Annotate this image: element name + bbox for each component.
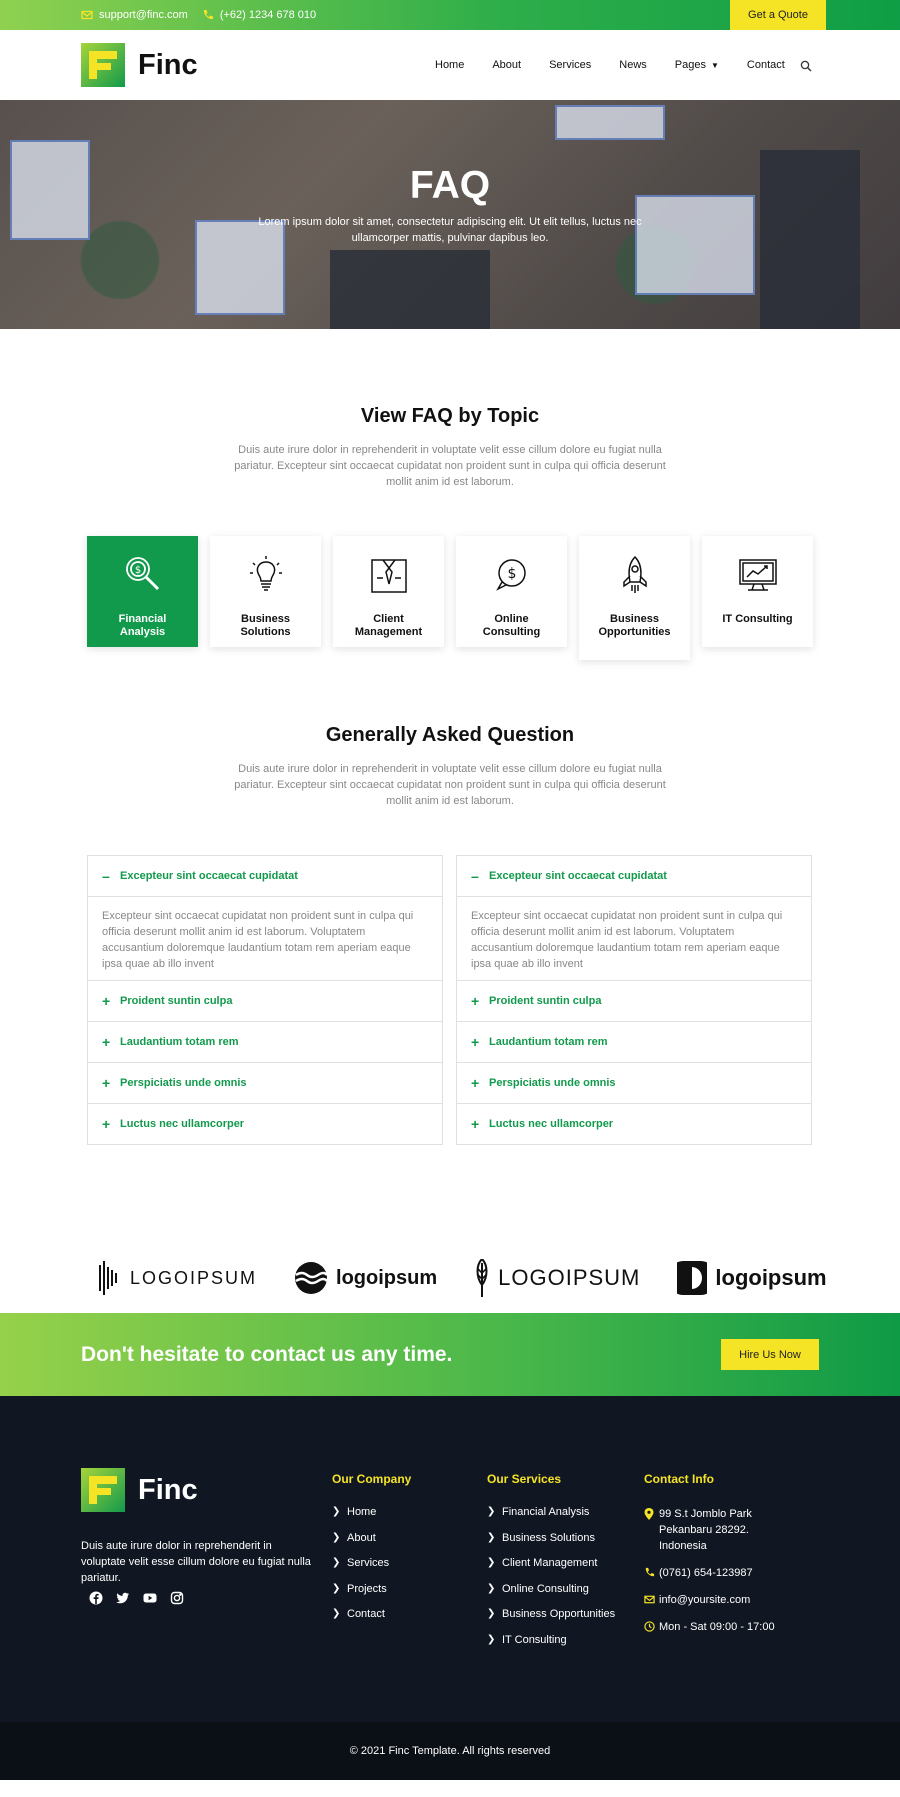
faq-accordion-right — [456, 855, 812, 1145]
logo-text: Finc — [138, 48, 198, 81]
faq-question[interactable] — [457, 1104, 811, 1144]
monitor-chart-icon — [737, 554, 779, 596]
hero-subtitle: Lorem ipsum dolor sit amet, consectetur adipiscing elit. Ut elit tellus, luctus nec ullamcorper mattis, pulvinar dapibus leo. — [258, 215, 642, 244]
youtube-icon[interactable] — [143, 1591, 157, 1605]
topbar-phone[interactable] — [202, 9, 316, 21]
plus-icon: + — [471, 1075, 480, 1091]
faq-question-text: Luctus nec ullamcorper — [120, 1118, 245, 1130]
nav-contact[interactable]: Contact — [746, 59, 785, 71]
hero-content — [0, 100, 900, 329]
plus-icon: + — [102, 1075, 111, 1091]
nav-pages-label: Pages — [674, 59, 706, 71]
topbar-phone-text: (+62) 1234 678 010 — [219, 9, 317, 21]
footer-hours — [644, 1619, 794, 1635]
facebook-icon[interactable] — [89, 1591, 103, 1605]
map-pin-icon — [644, 1508, 659, 1520]
faq-item — [88, 1104, 442, 1144]
envelope-icon — [81, 9, 93, 21]
chevron-right-icon: ❯ — [487, 1608, 496, 1619]
phone-icon — [644, 1567, 659, 1579]
chevron-right-icon: ❯ — [332, 1608, 341, 1619]
faq-item — [88, 1022, 442, 1063]
chevron-right-icon: ❯ — [332, 1557, 341, 1568]
footer-services-column — [487, 1472, 615, 1659]
footer-link-label: About — [347, 1531, 376, 1544]
chevron-right-icon: ❯ — [487, 1633, 496, 1645]
svg-text:$: $ — [507, 566, 516, 582]
topic-card-financial-analysis[interactable] — [87, 536, 198, 647]
topic-label: Online Consulting — [482, 613, 541, 638]
partner-logo — [474, 1259, 640, 1297]
faq-item — [88, 1063, 442, 1104]
footer-link[interactable] — [332, 1506, 411, 1532]
footer-contact-title: Contact Info — [644, 1472, 714, 1486]
svg-text:$: $ — [134, 565, 141, 576]
faq-question[interactable] — [88, 981, 442, 1021]
faq-item-open — [88, 856, 442, 981]
topic-card-it-consulting[interactable] — [702, 536, 813, 647]
lightbulb-icon — [245, 554, 287, 596]
minus-icon: – — [102, 868, 110, 884]
partner-logo-text: logoipsum — [715, 1265, 827, 1290]
site-footer — [0, 1396, 900, 1722]
topic-card-business-solutions[interactable] — [210, 536, 321, 647]
chevron-right-icon: ❯ — [487, 1506, 496, 1517]
topbar-email[interactable] — [81, 9, 188, 21]
footer-link[interactable] — [332, 1608, 411, 1634]
get-a-quote-button[interactable]: Get a Quote — [730, 0, 826, 30]
faq-item-open — [457, 856, 811, 981]
footer-link[interactable] — [487, 1557, 615, 1583]
topic-card-client-management[interactable] — [333, 536, 444, 647]
chevron-right-icon: ❯ — [332, 1531, 341, 1543]
footer-link[interactable] — [332, 1583, 411, 1609]
minus-icon: – — [471, 868, 479, 884]
footer-link[interactable] — [487, 1608, 615, 1634]
topics-title: View FAQ by Topic — [360, 405, 540, 427]
hire-us-now-button[interactable]: Hire Us Now — [721, 1339, 819, 1370]
footer-email-text: info@yoursite.com — [659, 1594, 751, 1606]
faq-question-text: Proident suntin culpa — [120, 995, 233, 1007]
plus-icon: + — [102, 993, 111, 1009]
footer-link-label: Financial Analysis — [502, 1506, 590, 1518]
topic-label: Business Solutions — [240, 613, 291, 638]
chat-dollar-icon — [491, 554, 533, 596]
logo-mark-icon — [81, 1468, 125, 1512]
footer-company-title: Our Company — [332, 1472, 412, 1486]
topic-label: IT Consulting — [722, 613, 793, 625]
plus-icon: + — [471, 1116, 480, 1132]
topic-label: Business Opportunities — [598, 613, 671, 638]
nav-news[interactable]: News — [619, 59, 647, 71]
faq-answer: Excepteur sint occaecat cupidatat non proident sunt in culpa qui officia deserunt mollit anim id est laborum. Voluptatem accusantium doloremque laudantium totam rem aperiam eaque ipsa quae ab illo invent — [88, 896, 442, 980]
footer-link-label: Business Opportunities — [502, 1608, 616, 1620]
topic-list — [0, 536, 900, 660]
instagram-icon[interactable] — [170, 1591, 184, 1605]
nav-home[interactable]: Home — [435, 59, 465, 71]
partner-logo-text: logoipsum — [336, 1266, 438, 1289]
plus-icon: + — [102, 1116, 111, 1132]
footer-services-title: Our Services — [487, 1472, 562, 1486]
faq-question-text: Luctus nec ullamcorper — [489, 1118, 614, 1130]
faq-accordion-left — [87, 855, 443, 1145]
footer-link-label: Services — [347, 1557, 390, 1569]
twitter-icon[interactable] — [116, 1591, 130, 1605]
chevron-down-icon: ▼ — [711, 60, 719, 70]
half-circle-logo-icon — [677, 1261, 707, 1295]
footer-link-label: Projects — [347, 1582, 387, 1595]
phone-icon — [202, 9, 214, 21]
topbar-email-text: support@finc.com — [99, 9, 188, 21]
money-search-icon — [122, 554, 164, 596]
footer-logo[interactable] — [81, 1468, 198, 1512]
envelope-icon — [644, 1594, 659, 1606]
footer-company-column — [332, 1472, 411, 1634]
footer-phone[interactable] — [644, 1565, 794, 1581]
footer-link[interactable] — [487, 1506, 615, 1532]
faq-question[interactable] — [88, 856, 442, 896]
partner-logo-text: LOGOIPSUM — [130, 1267, 258, 1288]
partner-logo — [294, 1262, 437, 1294]
footer-link-label: Online Consulting — [502, 1582, 589, 1595]
page-title: FAQ — [409, 163, 491, 207]
page-hero — [0, 100, 900, 329]
plus-icon: + — [471, 993, 480, 1009]
faq-columns — [0, 855, 900, 1145]
topics-description: Duis aute irure dolor in reprehenderit in voluptate velit esse cillum dolore eu fugiat nulla pariatur. Excepteur sint occaecat cupidatat non proident sunt in culpa qui officia deserunt mollit anim id est laborum. — [234, 444, 666, 488]
nav-services[interactable]: Services — [549, 59, 592, 71]
plus-icon: + — [102, 1034, 111, 1050]
top-bar — [0, 0, 900, 30]
site-header — [0, 30, 900, 100]
faq-item — [88, 981, 442, 1022]
footer-link[interactable] — [487, 1583, 615, 1609]
partner-logo — [677, 1261, 826, 1295]
topic-card-online-consulting[interactable] — [456, 536, 567, 647]
footer-email[interactable] — [644, 1592, 794, 1608]
footer-logo-text: Finc — [138, 1473, 198, 1506]
faq-question[interactable] — [88, 1063, 442, 1103]
faq-question-text: Proident suntin culpa — [489, 995, 602, 1007]
footer-address — [644, 1506, 794, 1554]
main-nav — [435, 30, 813, 100]
contact-cta-banner — [0, 1313, 900, 1396]
faq-question[interactable] — [88, 1022, 442, 1062]
faq-question-text: Laudantium totam rem — [120, 1036, 239, 1048]
faq-section — [0, 660, 900, 1145]
businessman-icon — [368, 554, 410, 596]
chevron-right-icon: ❯ — [487, 1557, 496, 1568]
partner-logo-text: LOGOIPSUM — [498, 1265, 641, 1290]
partner-logo — [98, 1261, 257, 1295]
footer-contact-column — [644, 1472, 794, 1646]
site-logo[interactable] — [81, 43, 198, 87]
faq-question[interactable] — [457, 856, 811, 896]
footer-phone-text: (0761) 654-123987 — [659, 1567, 753, 1579]
copyright-bar: © 2021 Finc Template. All rights reserved — [0, 1722, 900, 1780]
search-icon[interactable] — [800, 59, 812, 71]
plus-icon: + — [471, 1034, 480, 1050]
faq-question-text: Excepteur sint occaecat cupidatat — [489, 870, 667, 882]
footer-hours-text: Mon - Sat 09:00 - 17:00 — [659, 1621, 775, 1633]
faq-item — [457, 1104, 811, 1144]
footer-link-label: Contact — [347, 1608, 385, 1620]
footer-link[interactable] — [332, 1557, 411, 1583]
faq-question[interactable] — [457, 1022, 811, 1062]
clock-icon — [644, 1621, 659, 1633]
logo-mark-icon — [81, 43, 125, 87]
rocket-icon — [614, 554, 656, 596]
chevron-right-icon: ❯ — [487, 1531, 496, 1543]
footer-link-label: Home — [347, 1506, 377, 1518]
faq-question-text: Perspiciatis unde omnis — [489, 1077, 616, 1089]
footer-link[interactable] — [332, 1532, 411, 1558]
chevron-right-icon: ❯ — [332, 1582, 341, 1594]
faq-question[interactable] — [457, 981, 811, 1021]
topic-label: Client Management — [354, 613, 423, 638]
faq-question[interactable] — [88, 1104, 442, 1144]
faq-item — [457, 1022, 811, 1063]
faq-question-text: Laudantium totam rem — [489, 1036, 608, 1048]
footer-link[interactable] — [487, 1532, 615, 1558]
nav-pages[interactable] — [675, 59, 719, 71]
nav-about[interactable]: About — [492, 59, 522, 71]
footer-link-label: Client Management — [502, 1557, 598, 1569]
footer-address-text: 99 S.t Jomblo Park Pekanbaru 28292. Indonesia — [659, 1508, 752, 1552]
waves-logo-icon — [294, 1262, 328, 1294]
chevron-right-icon: ❯ — [332, 1506, 341, 1517]
footer-link-label: Business Solutions — [502, 1531, 595, 1544]
partner-logos — [0, 1243, 900, 1313]
barcode-logo-icon — [98, 1261, 122, 1295]
footer-link-label: IT Consulting — [502, 1633, 567, 1646]
faq-title: Generally Asked Question — [325, 724, 575, 746]
faq-description: Duis aute irure dolor in reprehenderit in voluptate velit esse cillum dolore eu fugiat nulla pariatur. Excepteur sint occaecat cupidatat non proident sunt in culpa qui officia deserunt mollit anim id est laborum. — [234, 763, 666, 807]
topic-card-business-opportunities[interactable] — [579, 536, 690, 660]
footer-description: Duis aute irure dolor in reprehenderit in voluptate velit esse cillum dolore eu fugiat nulla pariatur. — [81, 1540, 311, 1584]
faq-item — [457, 981, 811, 1022]
faq-item — [457, 1063, 811, 1104]
footer-link[interactable] — [487, 1634, 615, 1660]
chevron-right-icon: ❯ — [487, 1582, 496, 1594]
faq-question-text: Perspiciatis unde omnis — [120, 1077, 247, 1089]
faq-answer: Excepteur sint occaecat cupidatat non proident sunt in culpa qui officia deserunt mollit anim id est laborum. Voluptatem accusantium doloremque laudantium totam rem aperiam eaque ipsa quae ab illo invent — [457, 896, 811, 980]
faq-topics-section — [0, 329, 900, 660]
faq-question-text: Excepteur sint occaecat cupidatat — [120, 870, 298, 882]
faq-question[interactable] — [457, 1063, 811, 1103]
leaf-logo-icon — [474, 1259, 490, 1297]
topic-label: Financial Analysis — [118, 613, 167, 638]
cta-text: Don't hesitate to contact us any time. — [81, 1342, 453, 1366]
social-links — [89, 1591, 197, 1605]
